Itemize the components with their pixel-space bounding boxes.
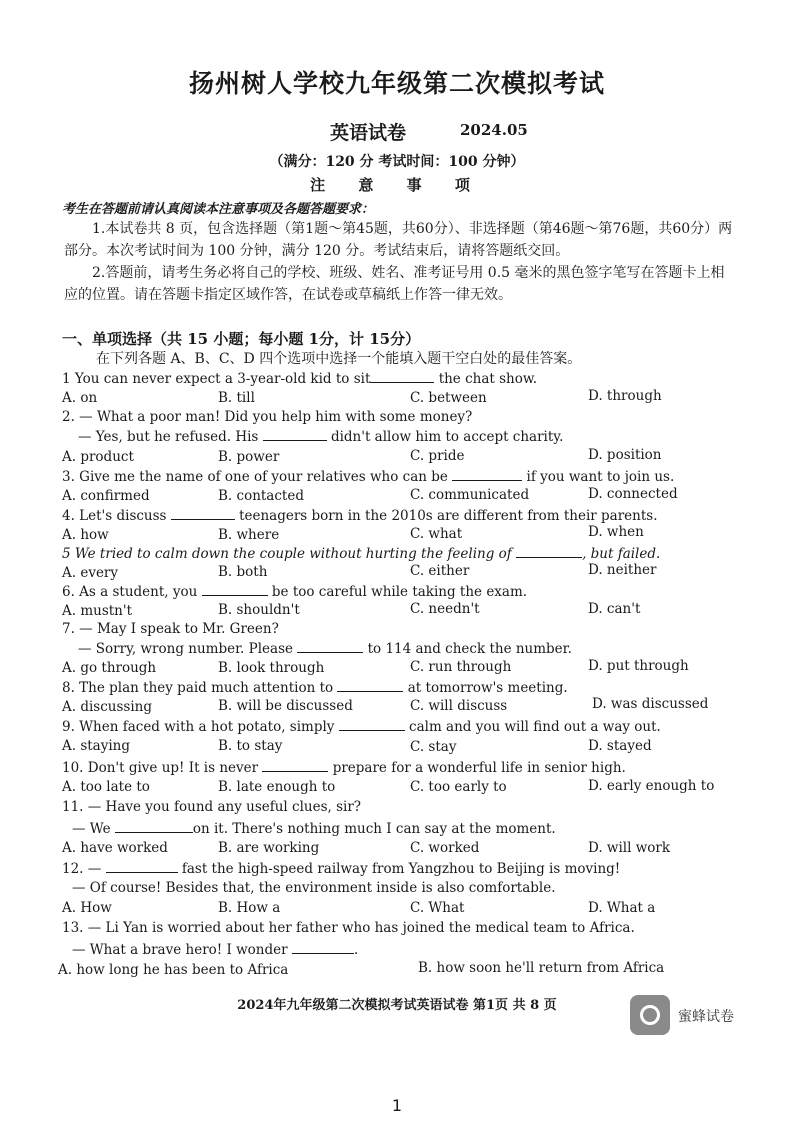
instructions-intro: 考生在答题前请认真阅读本注意事项及各题答题要求： [62, 202, 375, 217]
option-b: B. look through [218, 660, 325, 676]
option-d: D. connected [588, 486, 678, 502]
option-c: C. will discuss [410, 698, 508, 714]
option-d: D. will work [588, 840, 671, 856]
option-b: B. are working [218, 840, 320, 856]
score-time-line: （满分：120 分 考试时间：100 分钟） [269, 154, 525, 170]
page-number: 1 [391, 1096, 403, 1115]
option-c: C. worked [410, 840, 480, 856]
watermark-logo-icon [630, 995, 670, 1035]
option-b: B. how soon he'll return from Africa [418, 960, 665, 976]
option-c: C. what [410, 526, 463, 542]
option-d: D. What a [588, 900, 656, 916]
exam-title: 扬州树人学校九年级第二次模拟考试 [188, 69, 605, 98]
option-b: B. shouldn't [218, 602, 300, 618]
option-a: A. have worked [62, 840, 168, 856]
option-c: C. stay [410, 739, 457, 755]
option-b: B. How a [218, 900, 281, 916]
section-title: 一、单项选择（共 15 小题；每小题 1分，计 15分） [62, 330, 421, 348]
question-5: 5 We tried to calm down the couple without hurting the feeling of , but failed. [62, 546, 661, 562]
question-2-reply: — Yes, but he refused. His didn't allow him to accept charity. [78, 429, 564, 445]
option-a: A. every [62, 565, 119, 581]
option-c: C. communicated [410, 487, 530, 503]
section-direction: 在下列各题 A、B、C、D 四个选项中选择一个能填入题干空白处的最佳答案。 [96, 351, 582, 367]
option-c: C. pride [410, 448, 465, 464]
option-d: D. through [588, 388, 662, 404]
option-c: C. needn't [410, 601, 480, 617]
option-a: A. on [62, 390, 98, 406]
question-13-reply: — What a brave hero! I wonder . [72, 942, 359, 958]
option-b: B. power [218, 449, 280, 465]
option-b: B. both [218, 564, 268, 580]
option-a: A. discussing [62, 699, 152, 715]
option-a: A. mustn't [62, 603, 133, 619]
question-10: 10. Don't give up! It is never prepare for a wonderful life in senior high. [62, 760, 626, 776]
subject-title: 英语试卷 [330, 122, 407, 144]
option-b: B. till [218, 390, 255, 406]
option-b: B. late enough to [218, 779, 336, 795]
option-a: A. go through [62, 660, 157, 676]
option-a: A. confirmed [62, 488, 150, 504]
option-d: D. stayed [588, 738, 652, 754]
option-d: D. neither [588, 562, 657, 578]
question-2: 2. — What a poor man! Did you help him with some money? [62, 409, 473, 425]
question-12-reply: — Of course! Besides that, the environment inside is also comfortable. [72, 880, 556, 896]
option-a: A. how long he has been to Africa [58, 962, 289, 978]
option-b: B. where [218, 527, 280, 543]
question-9: 9. When faced with a hot potato, simply calm and you will find out a way out. [62, 719, 661, 735]
option-a: A. too late to [62, 779, 150, 795]
question-1: 1 You can never expect a 3-year-old kid to sit the chat show. [62, 371, 538, 387]
question-11-reply: — We on it. There's nothing much I can say at the moment. [72, 821, 556, 837]
option-b: B. to stay [218, 738, 283, 754]
option-a: A. product [62, 449, 134, 465]
watermark-text: 蜜蜂试卷 [678, 1009, 734, 1025]
page-footer: 2024年九年级第二次模拟考试英语试卷 第1页 共 8 页 [237, 998, 557, 1013]
option-b: B. will be discussed [218, 698, 353, 714]
question-13: 13. — Li Yan is worried about her father who has joined the medical team to Africa. [62, 920, 635, 936]
option-d: D. when [588, 524, 644, 540]
instruction-item-2: 2.答题前，请考生务必将自己的学校、班级、姓名、准考证号用 0.5 毫米的黑色签字笔写在答题卡上相应的位置。请在答题卡指定区域作答，在试卷或草稿纸上作答一律无效。 [64, 265, 725, 303]
question-4: 4. Let's discuss teenagers born in the 2010s are different from their parents. [62, 508, 658, 524]
option-c: C. too early to [410, 779, 507, 795]
question-3: 3. Give me the name of one of your relatives who can be if you want to join us. [62, 469, 675, 485]
question-11: 11. — Have you found any useful clues, sir? [62, 799, 362, 815]
option-c: C. either [410, 563, 470, 579]
instruction-item-1: 1.本试卷共 8 页，包含选择题（第1题～第45题，共60分）、非选择题（第46题～第76题，共60分）两部分。本次考试时间为 100 分钟，满分 120 分。考试结束后，请将答题纸交回。 [64, 221, 733, 259]
option-b: B. contacted [218, 488, 304, 504]
option-c: C. run through [410, 659, 512, 675]
option-d: D. early enough to [588, 778, 715, 794]
option-d: D. put through [588, 658, 689, 674]
question-6: 6. As a student, you be too careful while taking the exam. [62, 584, 528, 600]
option-a: A. how [62, 527, 109, 543]
option-a: A. How [62, 900, 112, 916]
option-a: A. staying [62, 738, 131, 754]
notice-title: 注 意 事 项 [310, 176, 484, 194]
option-c: C. between [410, 390, 487, 406]
question-8: 8. The plan they paid much attention to at tomorrow's meeting. [62, 680, 568, 696]
question-7-reply: — Sorry, wrong number. Please to 114 and check the number. [78, 641, 572, 657]
exam-date: 2024.05 [460, 121, 528, 139]
option-d: D. position [588, 447, 662, 463]
question-7: 7. — May I speak to Mr. Green? [62, 621, 279, 637]
option-c: C. What [410, 900, 465, 916]
question-12: 12. — fast the high-speed railway from Yangzhou to Beijing is moving! [62, 861, 621, 877]
option-d: D. was discussed [592, 696, 709, 712]
option-d: D. can't [588, 601, 641, 617]
